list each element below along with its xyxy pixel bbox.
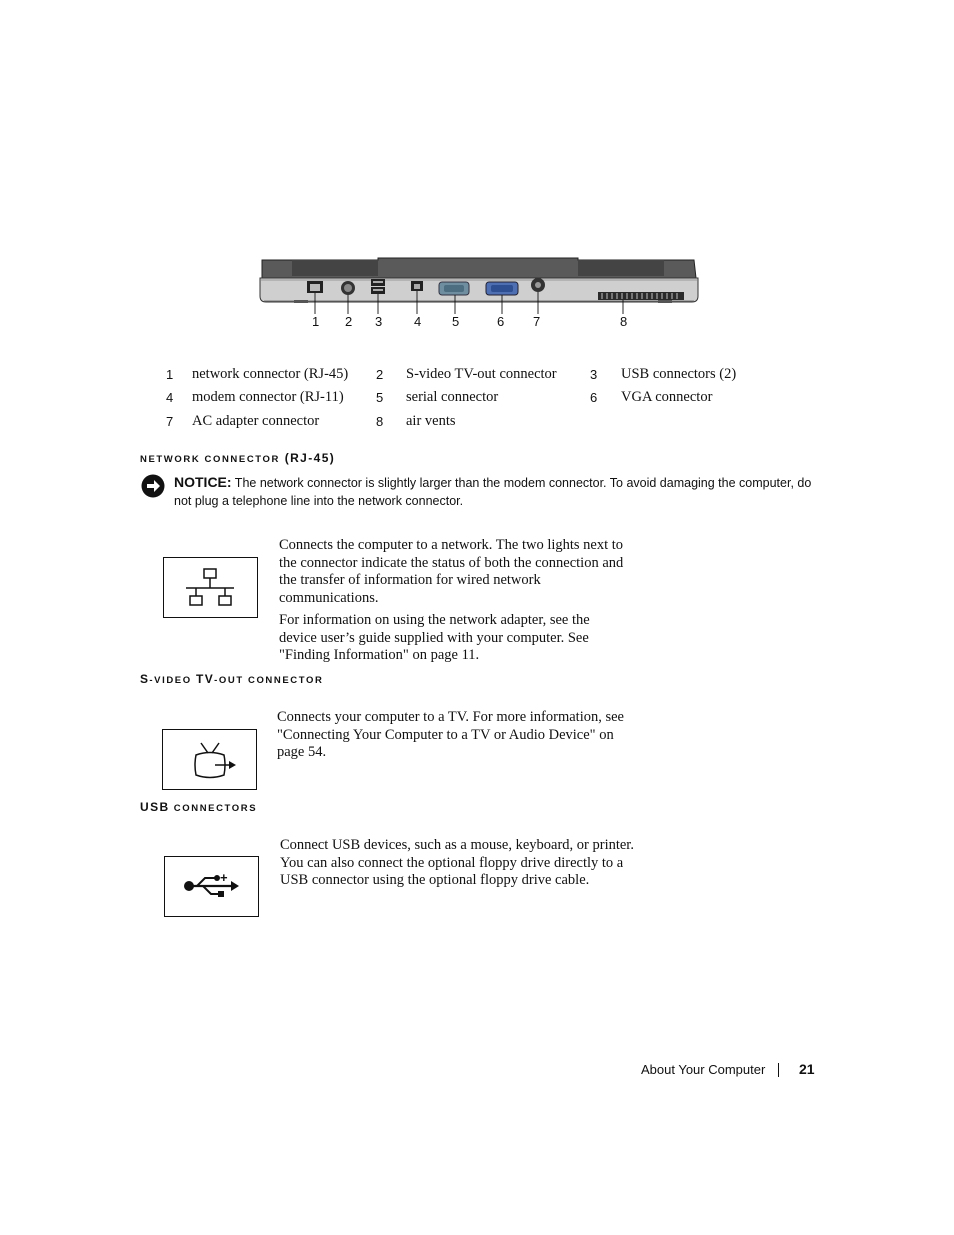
modem-connector-figure: [411, 281, 423, 291]
legend-num: 7: [166, 414, 174, 429]
svg-text:+: +: [220, 870, 228, 885]
notice-body: The network connector is slightly larger than the modem connector. To avoid damaging the computer, do not plug a telephone line into the network connector.: [174, 476, 812, 508]
legend-label: network connector (RJ-45): [192, 366, 349, 382]
svideo-description: Connects your computer to a TV. For more information, see "Connecting Your Computer to a TV or Audio Device" on page 54.: [277, 709, 624, 761]
svideo-connector-heading: S-VIDEO TV-OUT CONNECTOR: [140, 672, 324, 686]
legend-label: AC adapter connector: [192, 413, 320, 429]
legend-num: 4: [166, 390, 174, 405]
callout-8: 8: [620, 314, 628, 329]
network-connector-figure: [307, 281, 323, 293]
tv-icon-box: [162, 729, 257, 790]
network-description-1: Connects the computer to a network. The two lights next to the connector indicate the status of both the connection and the transfer of information for wired network communications.: [279, 537, 624, 606]
legend-num: 6: [590, 390, 598, 405]
usb-icon: [165, 857, 258, 916]
footer-separator: [778, 1063, 779, 1077]
callout-4: 4: [414, 314, 422, 329]
notice-label: NOTICE:: [174, 474, 232, 490]
ac-adapter-connector-figure: [531, 278, 545, 292]
callout-3: 3: [375, 314, 383, 329]
legend-label: USB connectors (2): [621, 366, 737, 382]
legend-num: 2: [376, 367, 384, 382]
legend-num: 8: [376, 414, 384, 429]
tv-icon: [163, 730, 256, 789]
network-icon-box: [163, 557, 258, 618]
network-connector-heading: NETWORK CONNECTOR (RJ-45): [140, 451, 336, 465]
svideo-connector-figure: [341, 281, 355, 295]
footer-section-title: About Your Computer: [641, 1062, 766, 1077]
legend-label: S-video TV-out connector: [406, 366, 557, 382]
legend-num: 5: [376, 390, 384, 405]
legend-label: VGA connector: [621, 389, 713, 405]
notice-text: [174, 474, 819, 510]
network-icon: [164, 558, 257, 617]
usb-description: Connect USB devices, such as a mouse, keyboard, or printer. You can also connect the optional floppy drive directly to a USB connector using the optional floppy drive cable.: [280, 837, 634, 889]
vga-connector-figure: [486, 282, 518, 295]
serial-connector-figure: [439, 282, 469, 295]
notice-icon: [141, 474, 165, 498]
usb-connectors-heading: USB CONNECTORS: [140, 800, 258, 814]
laptop-back-panel-figure: [258, 256, 700, 338]
page-number: 21: [799, 1061, 815, 1077]
legend-label: modem connector (RJ-11): [192, 389, 344, 405]
callout-1: 1: [312, 314, 320, 329]
callout-5: 5: [452, 314, 460, 329]
usb-icon-box: [164, 856, 259, 917]
legend-num: 1: [166, 367, 174, 382]
legend-num: 3: [590, 367, 598, 382]
callout-7: 7: [533, 314, 541, 329]
legend-label: air vents: [406, 413, 456, 429]
network-description-2: For information on using the network adapter, see the device user’s guide supplied with your computer. See "Finding Information" on page 11.: [279, 612, 590, 664]
air-vents-figure: [598, 292, 684, 300]
callout-2: 2: [345, 314, 353, 329]
legend-label: serial connector: [406, 389, 499, 405]
callout-6: 6: [497, 314, 505, 329]
